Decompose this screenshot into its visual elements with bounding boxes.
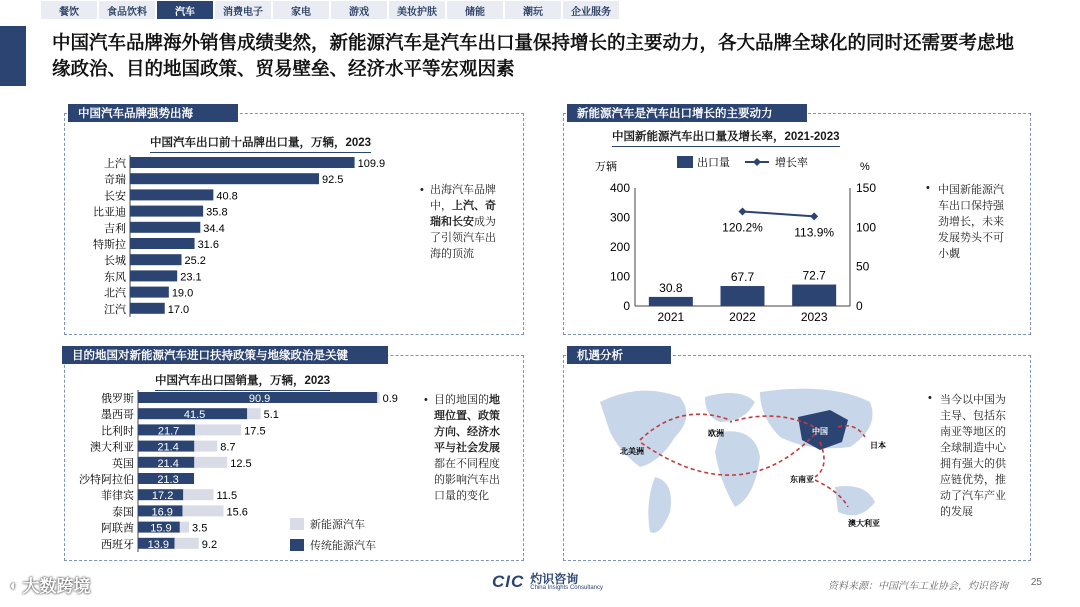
europe-shape [705, 393, 755, 422]
chart3-category-label: 沙特阿拉伯 [79, 474, 134, 486]
panel-brands-note [420, 182, 506, 262]
map-label-japan: 日本 [870, 441, 886, 450]
chart2-bar [792, 285, 836, 306]
chart2-ytick: 0 [623, 299, 630, 313]
chart3-label-nev: 17.5 [244, 425, 266, 438]
bullet-icon: • [928, 392, 932, 404]
chart2-xtick: 2021 [657, 310, 685, 324]
chart2-bar-label: 30.8 [659, 280, 683, 295]
chart2-growth-line [743, 211, 815, 216]
panel-destination-title: 目的地国对新能源汽车进口扶持政策与地缘政治是关键 [62, 346, 388, 364]
chart2-ytick: 300 [609, 210, 630, 225]
chart1-bar [130, 303, 165, 314]
note1-a: 出海汽车品牌中， [430, 184, 496, 212]
chart3-label-nev: 0.9 [382, 393, 398, 405]
note1-c: 成为了引领汽车出海的顶流 [430, 216, 496, 260]
chart3-category-label: 墨西哥 [101, 409, 134, 422]
chart3-title: 中国汽车出口国销量，万辆，2023 [155, 372, 330, 391]
logo-mark: CIC [492, 572, 525, 591]
chart3-bar-nev [377, 392, 379, 403]
chart3-category-label: 阿联酋 [101, 522, 134, 535]
map-label-australia: 澳大利亚 [848, 519, 880, 528]
chart1-value-label: 31.6 [197, 239, 219, 251]
bullet-icon: • [420, 184, 424, 196]
chart3-label-nev: 12.5 [230, 457, 252, 470]
chart2-y2label: % [860, 161, 870, 173]
chart1-title: 中国汽车出口前十品牌出口量，万辆，2023 [150, 134, 371, 153]
chart3-label-traditional: 17.2 [151, 490, 174, 503]
nav-tab[interactable]: 餐饮 [40, 0, 98, 20]
chart1-bar [130, 157, 355, 168]
chart2-ytick: 400 [609, 181, 630, 195]
chart1-brand-exports [80, 155, 410, 330]
chart3-label-nev: 11.5 [216, 490, 238, 503]
nav-tab[interactable]: 消费电子 [214, 0, 272, 20]
chart1-category-label: 奇瑞 [104, 174, 126, 187]
world-map [580, 372, 910, 552]
chart3-label-traditional: 21.4 [157, 457, 179, 470]
nav-tab[interactable]: 企业服务 [562, 0, 620, 20]
chart3-label-traditional: 16.9 [151, 506, 173, 519]
chart2-y2tick: 0 [856, 299, 863, 313]
watermark [10, 572, 90, 597]
chart2-y2tick: 50 [856, 259, 870, 274]
panel-destination-note [424, 392, 508, 504]
nav-tab[interactable]: 潮玩 [504, 0, 562, 20]
chart2-growth-label: 120.2% [722, 220, 763, 235]
chart3-label-nev: 8.7 [220, 441, 236, 454]
chart1-bar [130, 270, 177, 281]
panel-nev-note: 中国新能源汽车出口保持强劲增长，未来发展势头不可小觑 [938, 184, 1004, 260]
map-label-china: 中国 [812, 427, 828, 436]
chart2-ytick: 200 [609, 240, 630, 254]
note1-b: 上汽、奇瑞和长安 [430, 200, 496, 228]
chart3-bar-nev [247, 408, 260, 419]
chart3-label-nev: 15.6 [226, 506, 248, 519]
chart1-value-label: 92.5 [322, 174, 344, 187]
africa-shape [715, 431, 760, 507]
chart1-value-label: 40.8 [216, 190, 238, 203]
nav-tab[interactable]: 家电 [272, 0, 330, 20]
chart3-category-label: 菲律宾 [101, 490, 134, 503]
chart2-legend-bar-label: 出口量 [697, 157, 730, 169]
page-headline: 中国汽车品牌海外销售成绩斐然，新能源汽车是汽车出口量保持增长的主要动力，各大品牌全球化的同时还需要考虑地缘政治、目的地国政策、贸易壁垒、经济水平等宏观因素 [52, 32, 1015, 79]
chart1-category-label: 吉利 [104, 222, 126, 235]
chart2-xtick: 2022 [729, 310, 756, 324]
chart3-category-label: 俄罗斯 [101, 393, 134, 405]
chart1-category-label: 上汽 [104, 158, 126, 170]
chart3-category-label: 泰国 [112, 506, 134, 519]
chart3-label-traditional: 21.3 [157, 474, 179, 486]
chart1-category-label: 特斯拉 [93, 239, 126, 251]
chart1-bar [130, 189, 213, 200]
chart1-value-label: 25.2 [184, 255, 206, 268]
chart3-label-nev: 3.5 [192, 522, 208, 535]
chart3-label-traditional: 90.9 [248, 393, 271, 405]
chart2-y2tick: 100 [856, 220, 877, 235]
chart3-label-nev: 5.1 [263, 409, 279, 422]
chart3-bar-nev [182, 505, 223, 516]
map-label-sea: 东南亚 [790, 475, 814, 484]
chart3-category-label: 英国 [112, 457, 134, 470]
top-nav [40, 0, 620, 22]
chart1-bar [130, 222, 200, 233]
chart2-bar [721, 286, 765, 306]
continent-shapes [600, 389, 875, 533]
legend-nev [290, 516, 365, 532]
chart2-growth-marker [739, 207, 747, 215]
chart3-label-traditional: 15.9 [150, 522, 172, 535]
chart1-category-label: 北汽 [104, 287, 126, 300]
nav-tab[interactable]: 游戏 [330, 0, 388, 20]
chart3-category-label: 西班牙 [101, 538, 134, 551]
chart1-bar [130, 206, 203, 217]
chart2-bar-label: 67.7 [730, 270, 755, 285]
chart2-bar [649, 297, 693, 306]
south-america-shape [648, 477, 671, 533]
logo-cn: 灼识咨询 [530, 572, 579, 586]
nav-tab[interactable]: 美妆护肤 [388, 0, 446, 20]
chart2-ylabel: 万辆 [595, 161, 617, 173]
chart2-legend-line-marker [753, 158, 761, 166]
chart2-legend-bar-swatch [677, 156, 693, 168]
chart1-value-label: 34.4 [203, 222, 225, 235]
chart2-growth-label: 113.9% [794, 225, 835, 240]
panel-brands-title: 中国汽车品牌强势出海 [68, 104, 238, 122]
note3-c: 都在不同程度的影响汽车出口量的变化 [434, 458, 500, 502]
chart3-bar-nev [195, 424, 241, 435]
bullet-icon: • [926, 182, 930, 194]
cic-logo [492, 572, 603, 592]
chart3-label-traditional: 21.7 [157, 425, 180, 438]
map-label-europe: 欧洲 [708, 429, 724, 438]
chart3-label-nev: 9.2 [201, 538, 218, 551]
chart3-label-traditional: 41.5 [183, 409, 206, 422]
chart3-category-label: 比利时 [101, 425, 134, 438]
panel-opportunity-note: 当今以中国为主导、包括东南亚等地区的全球制造中心拥有强大的供应链优势，推动了汽车产业的发展 [940, 394, 1006, 518]
legend-nev-label: 新能源汽车 [310, 519, 365, 531]
chart1-bar [130, 238, 195, 249]
chart1-value-label: 17.0 [167, 303, 190, 316]
nav-tab[interactable]: 储能 [446, 0, 504, 20]
chart1-category-label: 长安 [104, 190, 126, 203]
chart1-category-label: 长城 [104, 255, 126, 268]
page-number: 25 [1030, 577, 1042, 588]
legend-traditional [290, 537, 376, 553]
chart3-label-traditional: 13.9 [147, 538, 170, 551]
watermark-text: 大数跨境 [22, 577, 91, 596]
chart3-bar-nev [183, 489, 213, 500]
chart2-bar-label: 72.7 [802, 268, 826, 283]
chart1-bar [130, 287, 169, 298]
chart1-value-label: 23.1 [180, 271, 202, 284]
chart1-value-label: 35.8 [206, 206, 228, 219]
nav-tab[interactable]: 食品饮料 [98, 0, 156, 20]
chart2-nev-exports [585, 146, 905, 326]
chart2-y2tick: 150 [856, 181, 877, 195]
chart1-value-label: 19.0 [171, 287, 194, 300]
note3-b: 地理位置、政策方向、经济水平与社会发展 [434, 394, 500, 454]
chart2-xtick: 2023 [800, 310, 828, 324]
chart1-bar [130, 254, 181, 265]
source-note: 资料来源：中国汽车工业协会，灼识咨询 [828, 581, 1008, 592]
australia-shape [835, 486, 875, 515]
chart2-ytick: 100 [609, 269, 630, 284]
chart3-bar-nev [194, 441, 217, 452]
chart1-category-label: 江汽 [104, 303, 126, 316]
chart3-destination-exports [72, 390, 432, 558]
panel-nev-title: 新能源汽车是汽车出口增长的主要动力 [567, 104, 807, 122]
legend-nev-swatch [290, 518, 304, 530]
left-accent-bar [0, 26, 26, 86]
legend-traditional-swatch [290, 539, 304, 551]
chart3-bar-nev [180, 522, 189, 533]
map-label-na: 北美洲 [620, 447, 644, 456]
chart1-bar [130, 173, 319, 184]
chart3-category-label: 澳大利亚 [90, 441, 134, 454]
chart1-category-label: 比亚迪 [93, 206, 126, 219]
legend-traditional-label: 传统能源汽车 [310, 540, 376, 552]
chart3-label-traditional: 21.4 [157, 441, 179, 454]
chart2-legend-line-label: 增长率 [775, 157, 808, 169]
chart3-bar-nev [194, 457, 227, 468]
chart1-value-label: 109.9 [357, 158, 386, 170]
nav-tab[interactable]: 汽车 [156, 0, 214, 20]
bullet-icon: • [424, 394, 428, 406]
chart2-title: 中国新能源汽车出口量及增长率，2021-2023 [612, 128, 840, 147]
note3-a: 目的地国的 [434, 394, 489, 406]
chart3-bar-nev [175, 538, 199, 549]
panel-opportunity-title: 机遇分析 [567, 346, 671, 364]
logo-en: China Insights Consultancy [530, 585, 603, 591]
chart1-category-label: 东风 [104, 271, 126, 284]
watermark-icon: ◐ [10, 576, 19, 593]
chart2-growth-marker [810, 212, 818, 220]
